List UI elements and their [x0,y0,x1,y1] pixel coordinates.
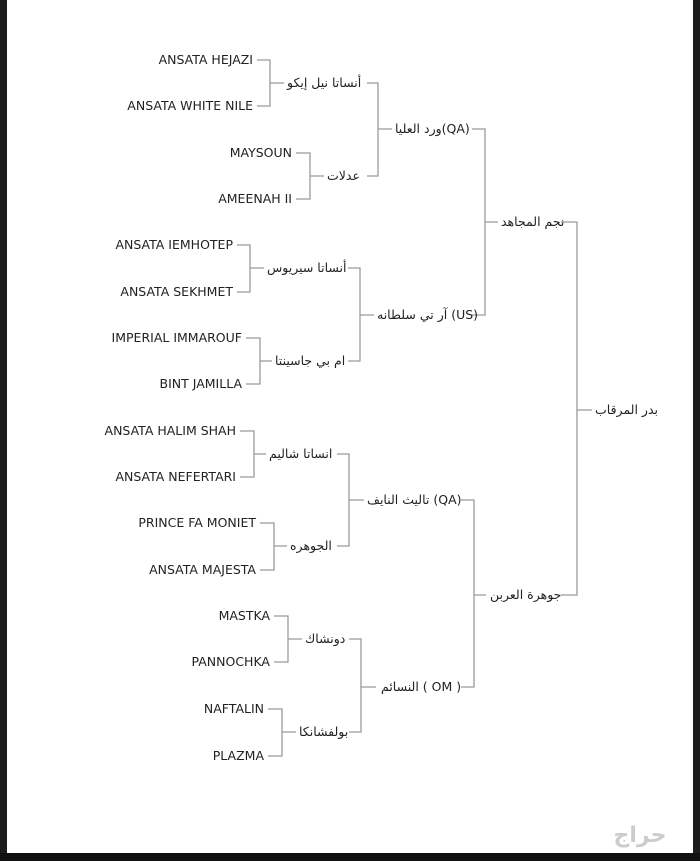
g4-name-14: NAFTALIN [203,701,264,716]
dam-dam-name: النسائم ( OM ) [381,679,462,694]
bracket-g3-0 [367,83,392,176]
g3-name-1: عدلات [327,168,360,183]
bracket-g2-1 [461,500,486,687]
g3-name-2: أنساتا سيريوس [267,260,347,275]
bracket-g4-2 [237,245,264,292]
g3-name-3: ام بي جاسينتا [275,353,346,368]
g3-name-6: دونشاك [305,631,346,646]
bracket-g4-3 [246,338,272,384]
g4-name-9: ANSATA NEFERTARI [115,469,236,484]
sire-sire-name: ورد العليا(QA) [395,121,470,136]
g3-name-0: أنساتا نيل إيكو [287,75,362,90]
bracket-g1 [561,222,592,595]
g4-name-10: PRINCE FA MONIET [138,515,256,530]
bracket-g3-3 [349,639,376,732]
g4-name-12: MASTKA [218,608,270,623]
watermark-logo: حراج [613,823,667,848]
g4-name-3: AMEENAH II [218,191,292,206]
bracket-g4-1 [296,153,324,199]
g4-name-5: ANSATA SEKHMET [120,284,233,299]
connector-lines [237,60,592,756]
bracket-g4-0 [257,60,284,106]
bracket-g4-6 [274,616,302,662]
bracket-g2-0 [472,129,498,315]
g4-name-7: BINT JAMILLA [159,376,242,391]
sire-dam-name: آر تي سلطانه (US) [377,307,479,322]
g4-name-13: PANNOCHKA [191,654,270,669]
bracket-g4-7 [268,709,296,756]
bracket-g3-2 [337,454,364,546]
g4-name-15: PLAZMA [212,748,264,763]
g4-name-8: ANSATA HALIM SHAH [104,423,236,438]
bracket-g3-1 [348,268,374,361]
g3-name-7: بولفشانكا [299,724,349,739]
g3-name-4: انساتا شاليم [269,446,333,461]
root-name: بدر المرقاب [595,402,659,417]
dam-sire-name: تاليث النايف (QA) [367,492,462,507]
g4-name-0: ANSATA HEJAZI [158,52,253,67]
bracket-g4-5 [260,523,287,570]
g4-name-11: ANSATA MAJESTA [149,562,256,577]
g4-name-4: ANSATA IEMHOTEP [115,237,233,252]
g4-name-1: ANSATA WHITE NILE [127,98,253,113]
dam-name: جوهرة العربن [490,587,562,602]
bracket-g4-4 [240,431,266,477]
g4-name-2: MAYSOUN [229,145,292,160]
sire-name: نجم المجاهد [501,214,565,229]
g4-name-6: IMPERIAL IMMAROUF [111,330,242,345]
g3-name-5: الجوهره [290,538,332,553]
